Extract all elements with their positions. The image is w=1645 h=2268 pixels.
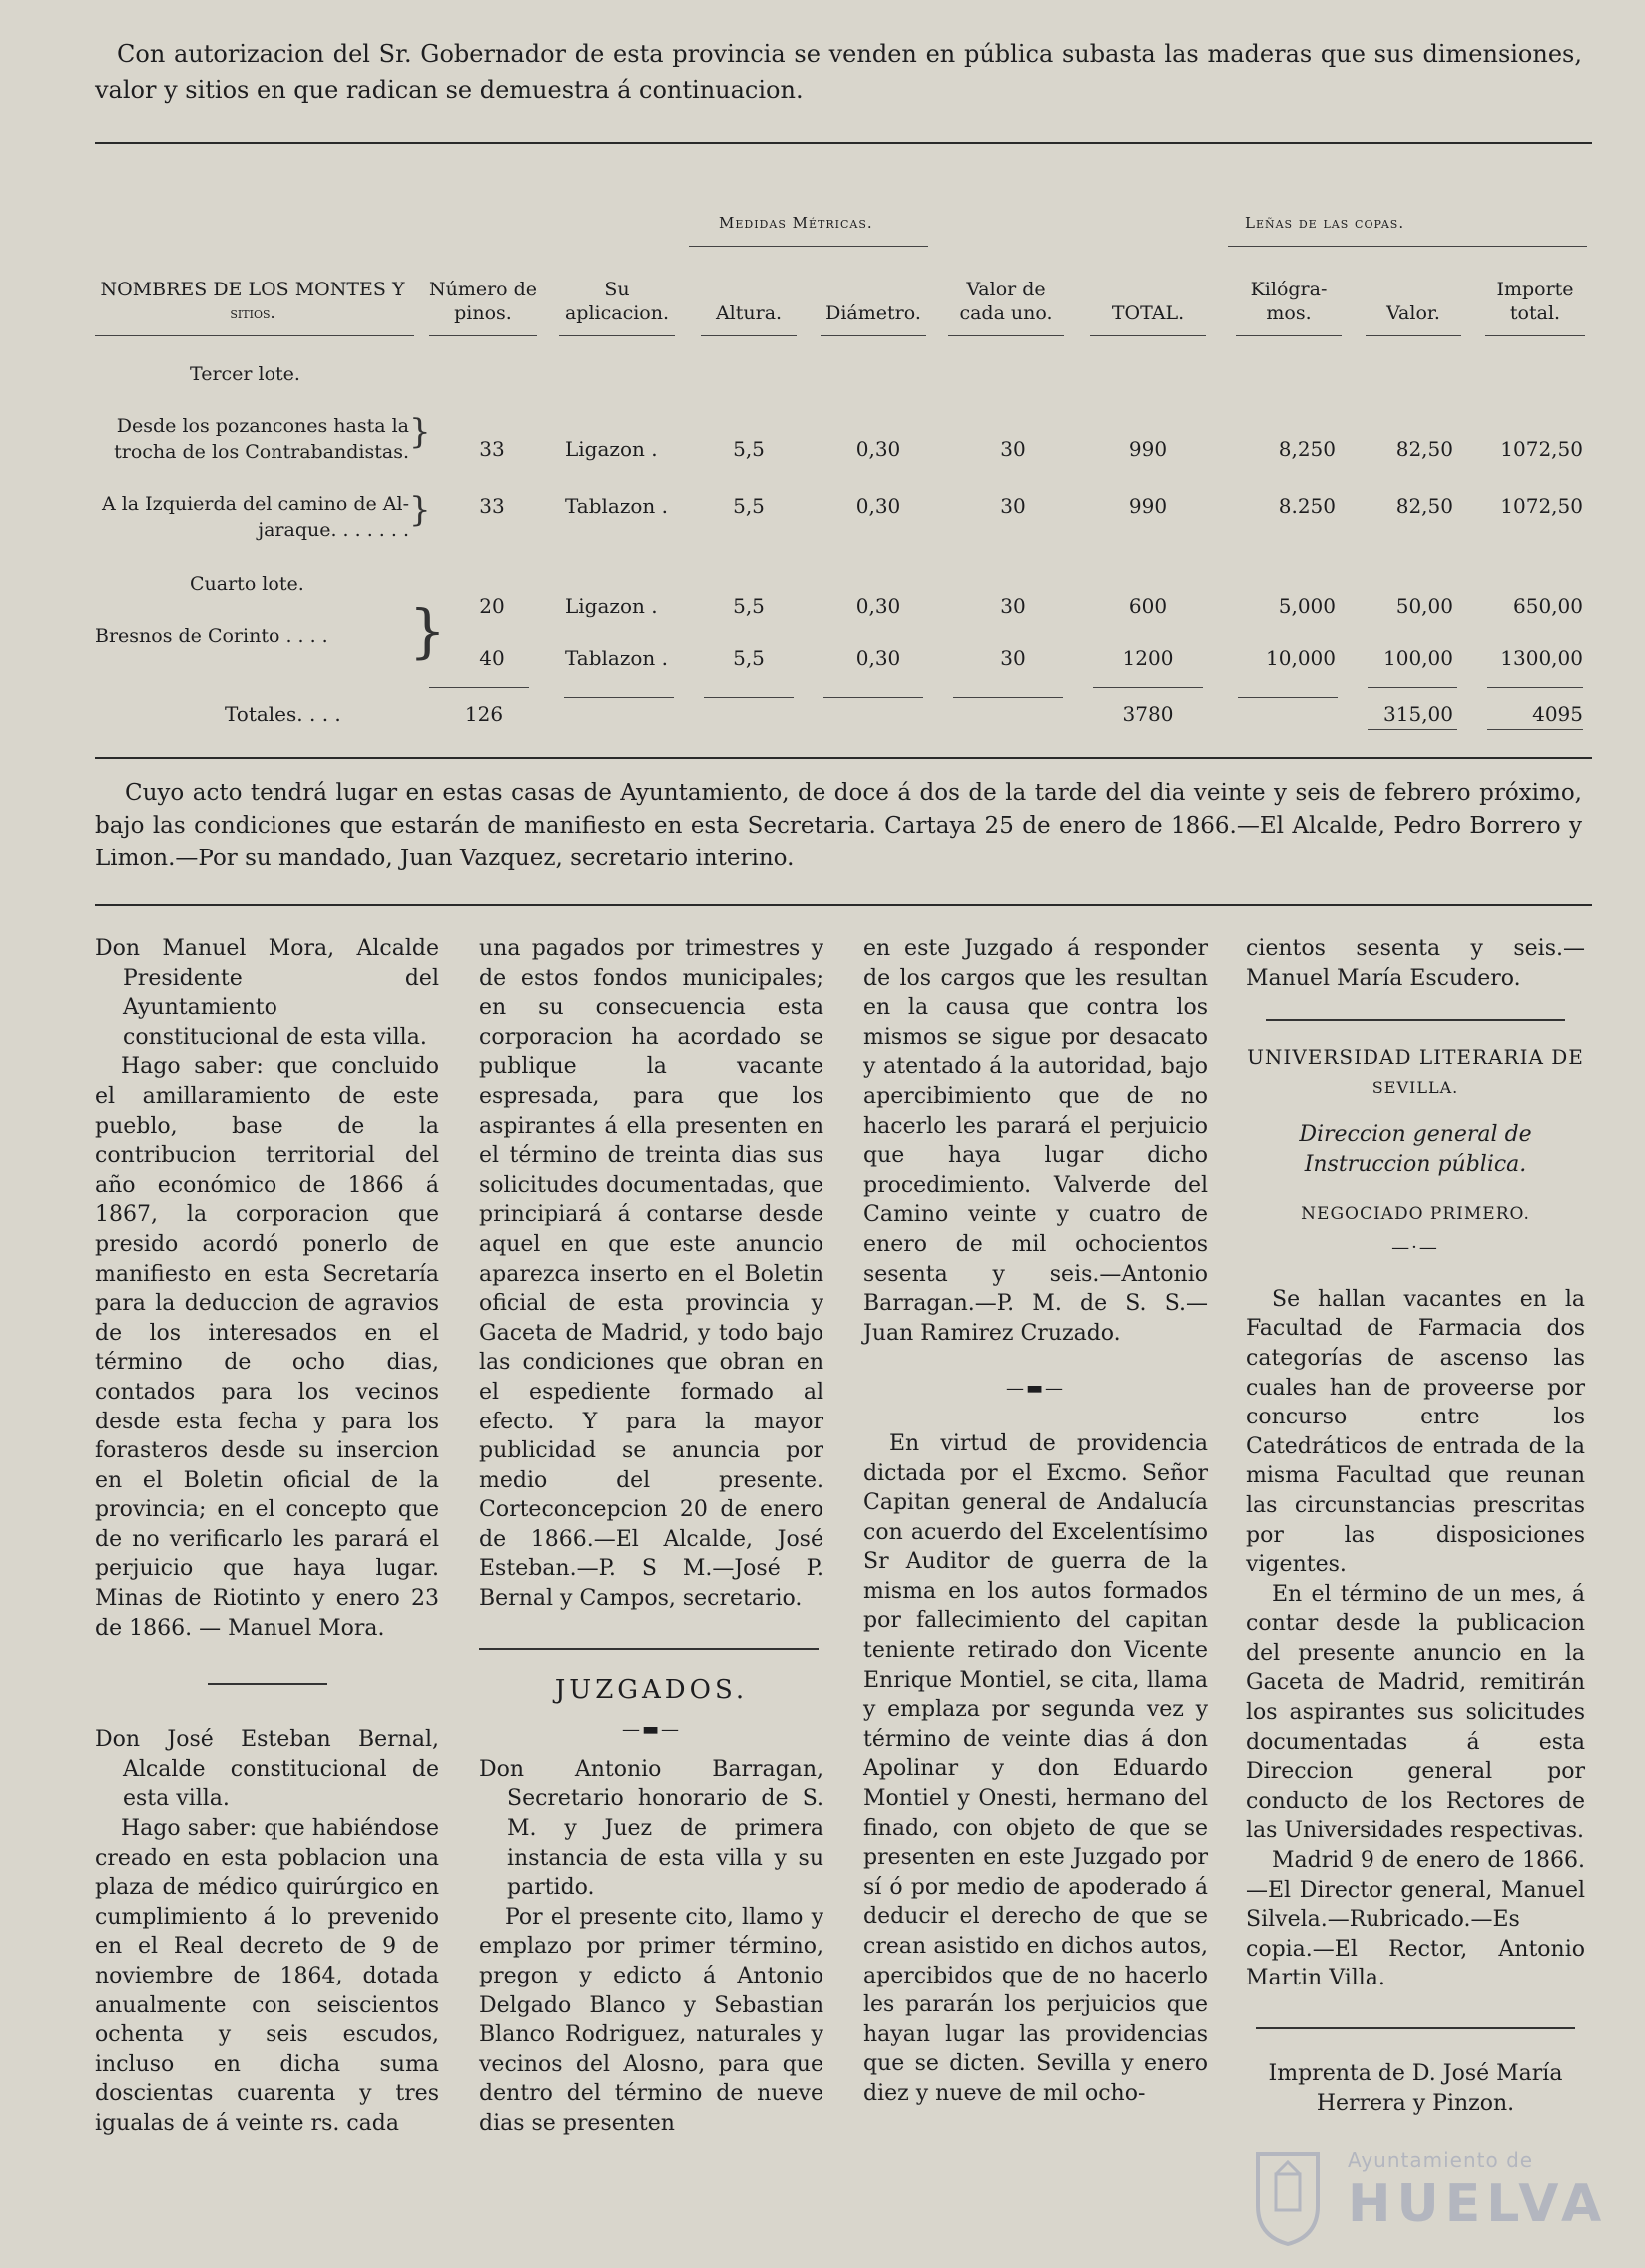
notice-universidad-body-1: Se hallan vacantes en la Facultad de Farmacia dos categorías de ascenso las cuales han de proveerse por concurso entre los Catedráticos de entrada de la misma Facultad que reunan las circunstancias prescritas por las disposiciones vigentes. xyxy=(1246,1286,1585,1578)
cell-valor: 100,00 xyxy=(1383,646,1453,670)
group-medidas-underline xyxy=(689,246,928,247)
section-rule xyxy=(95,904,1592,906)
header-nombres: NOMBRES DE LOS MONTES Y sitios. xyxy=(100,279,405,322)
total-valor: 315,00 xyxy=(1383,702,1453,726)
header-underline xyxy=(1236,335,1342,336)
negociado: NEGOCIADO PRIMERO. xyxy=(1301,1203,1530,1224)
notice-barragan-body: Por el presente cito, llamo y emplazo por primer término, pregon y edicto á Antonio Delgado Blanco y Sebastian Blanco Rodriguez, naturales y vecinos del Alosno, para que dentro del término de nueve dias se presenten xyxy=(479,1904,823,2136)
cell-importe: 1072,50 xyxy=(1500,494,1583,518)
cell-pinos: 20 xyxy=(479,594,505,618)
cell-pinos: 33 xyxy=(479,494,505,518)
cell-valor: 50,00 xyxy=(1395,594,1453,618)
notice-divider xyxy=(208,1683,327,1685)
cell-diametro: 0,30 xyxy=(855,646,901,670)
site-pozancones: Desde los pozancones hasta la trocha de los Contrabandistas. xyxy=(114,415,409,463)
column-2 xyxy=(479,934,823,2139)
cell-aplicacion: Tablazon . xyxy=(565,494,669,518)
direccion-general: Direccion general de Instruccion pública. xyxy=(1299,1122,1532,1177)
total-importe: 4095 xyxy=(1532,702,1583,726)
sum-rule xyxy=(1093,687,1203,688)
header-kilogramos: Kilógra- mos. xyxy=(1250,279,1328,324)
sum-rule xyxy=(1487,687,1583,688)
cell-pinos: 33 xyxy=(479,437,505,461)
column-1 xyxy=(95,934,439,2139)
header-underline xyxy=(1090,335,1206,336)
auction-closing: Cuyo acto tendrá lugar en estas casas de Ayuntamiento, de doce á dos de la tarde del dia veinte y seis de febrero próximo, bajo las condiciones que estarán de manifiesto en esta Secretaria. Cartaya 25 de enero de 1866.—El Alcalde, Pedro Borrero y Limon.—Por su mandado, Juan Vazquez, secretario interino. xyxy=(95,780,1582,871)
totals-label: Totales. . . . xyxy=(225,702,341,726)
header-valor: Valor. xyxy=(1386,302,1440,324)
total-underline xyxy=(1487,729,1583,730)
notice-universidad-body-2: En el término de un mes, á contar desde la publicacion del presente anuncio en la Gaceta de Madrid, remitirán los aspirantes sus solicitudes documentadas á esta Direccion general por conducto de los Rectores de las Universidades respectivas. xyxy=(1246,1581,1585,1844)
notice-barragan-continued: en este Juzgado á responder de los cargos que les resultan en la causa que contra los mismos se sigue por desacato y atentado á la autoridad, bajo apercibimiento que de no hacerlo les parará el perjuicio que haya lugar dicho procedimiento. Valverde del Camino veinte y cuatro de enero de mil ochocientos sesenta y seis.—Antonio Barragan.—P. M. de S. S.—Juan Ramirez Cruzado. xyxy=(863,936,1208,1346)
header-underline xyxy=(701,335,797,336)
cell-altura: 5,5 xyxy=(733,594,765,618)
cell-aplicacion: Tablazon . xyxy=(565,646,669,670)
column-4 xyxy=(1246,934,1585,2118)
brace: } xyxy=(409,412,431,452)
header-underline xyxy=(429,335,537,336)
top-rule xyxy=(95,142,1592,144)
sum-rule xyxy=(564,697,674,698)
sum-rule xyxy=(704,697,794,698)
cell-valor: 82,50 xyxy=(1395,437,1453,461)
section-divider xyxy=(479,1648,819,1650)
header-underline xyxy=(821,335,926,336)
cell-kilos: 10,000 xyxy=(1266,646,1336,670)
cell-total: 990 xyxy=(1128,494,1168,518)
section-divider xyxy=(1266,1019,1565,1021)
ornament: —·— xyxy=(1391,1237,1439,1259)
header-importe: Importe total. xyxy=(1496,279,1574,324)
crest-icon xyxy=(1248,2146,1328,2246)
group-lenas-copas: Leñas de las copas. xyxy=(1245,214,1405,232)
site-bresnos: Bresnos de Corinto . . . . xyxy=(95,625,328,647)
cell-importe: 1300,00 xyxy=(1500,646,1583,670)
site-izquierda: A la Izquierda del camino de Al- jaraque. . . . . . . xyxy=(101,493,409,541)
universidad-city: SEVILLA. xyxy=(1371,1077,1459,1097)
ornament: —▬— xyxy=(1005,1378,1065,1400)
cell-valor-cada: 30 xyxy=(1000,594,1026,618)
cell-aplicacion: Ligazon . xyxy=(565,437,658,461)
cell-importe: 650,00 xyxy=(1513,594,1583,618)
notice-bernal-heading: Don José Esteban Bernal, Alcalde constitucional de esta villa. xyxy=(95,1727,439,1812)
section-juzgados: JUZGADOS. xyxy=(554,1674,749,1705)
sum-rule xyxy=(1368,687,1457,688)
cell-altura: 5,5 xyxy=(733,494,765,518)
header-underline xyxy=(948,335,1064,336)
header-diametro: Diámetro. xyxy=(825,302,921,324)
total-pinos: 126 xyxy=(464,702,504,726)
sum-rule xyxy=(429,687,529,688)
notice-mora-body: Hago saber: que concluido el amillaramiento de este pueblo, base de la contribucion territorial del año económico de 1866 á 1867, la corporacion que presido acordó ponerlo de manifiesto en esta Secretaría para la deduccion de agravios de los interesados en el término de ocho dias, contados para los vecinos desde esta fecha y para los forasteros desde su insercion en el Boletin oficial de la provincia; en el concepto que de no verificarlo les parará el perjuicio que haya lugar. Minas de Riotinto y enero 23 de 1866. — Manuel Mora. xyxy=(95,1054,439,1641)
group-medidas-metricas: Medidas Métricas. xyxy=(719,214,873,232)
cell-valor-cada: 30 xyxy=(1000,494,1026,518)
notice-mora-heading: Don Manuel Mora, Alcalde Presidente del Ayuntamiento constitucional de esta villa. xyxy=(95,936,439,1050)
notice-capitan-general: En virtud de providencia dictada por el Excmo. Señor Capitan general de Andalucía con acuerdo del Excelentísimo Sr Auditor de guerra de la misma en los autos formados por fallecimiento del capitan teniente retirado don Vicente Enrique Montiel, se cita, llama y emplaza por segunda vez y término de veinte dias á don Apolinar y don Eduardo Montiel y Onesti, hermano del finado, con objeto de que se presenten en este Juzgado por sí ó por medio de apoderado á deducir el derecho de que se crean asistido en dichos autos, apercibidos que de no hacerlo les pararán los perjuicios que hayan lugar las providencias que se dicten. Sevilla y enero diez y nueve de mil ocho- xyxy=(863,1430,1208,2106)
cell-aplicacion: Ligazon . xyxy=(565,594,658,618)
brace: } xyxy=(409,490,431,530)
header-underline xyxy=(1366,335,1461,336)
sum-rule xyxy=(953,697,1063,698)
sum-rule xyxy=(823,697,923,698)
cell-valor-cada: 30 xyxy=(1000,437,1026,461)
watermark-top: Ayuntamiento de xyxy=(1348,2148,1534,2172)
cell-altura: 5,5 xyxy=(733,437,765,461)
brace: } xyxy=(409,597,446,665)
total-underline xyxy=(1368,729,1457,730)
notice-bernal-body: Hago saber: que habiéndose creado en esta poblacion una plaza de médico quirúrgico en cumplimiento á lo prevenido en el Real decreto de 9 de noviembre de 1864, dotada anualmente con seiscientos ochenta y seis escudos, incluso en dicha suma doscientas cuarenta y tres igualas de á veinte rs. cada xyxy=(95,1816,439,2136)
cell-total: 600 xyxy=(1128,594,1168,618)
lote-tercero: Tercer lote. xyxy=(190,363,300,385)
cell-kilos: 5,000 xyxy=(1278,594,1336,618)
cell-diametro: 0,30 xyxy=(855,494,901,518)
cell-kilos: 8.250 xyxy=(1278,494,1336,518)
universidad-title: UNIVERSIDAD LITERARIA DE xyxy=(1247,1045,1584,1070)
header-underline xyxy=(95,335,414,336)
lote-cuarto: Cuarto lote. xyxy=(190,573,304,595)
ayuntamiento-watermark xyxy=(1248,2146,1607,2256)
group-lenas-underline xyxy=(1228,246,1587,247)
header-altura: Altura. xyxy=(715,302,783,324)
notice-bernal-continued: una pagados por trimestres y de estos fondos municipales; en su consecuencia esta corporacion ha acordado se publique la vacante espresada, para que los aspirantes á ella presenten en el término de treinta dias sus solicitudes documentadas, que principiará á contarse desde aquel en que este anuncio aparezca inserto en el Boletin oficial de esta provincia y Gaceta de Madrid, y todo bajo las condiciones que obran en el espediente formado al efecto. Y para la mayor publicidad se anuncia por medio del presente. Corteconcepcion 20 de enero de 1866.—El Alcalde, José Esteban.—P. S M.—José P. Bernal y Campos, secretario. xyxy=(479,936,823,1612)
cell-kilos: 8,250 xyxy=(1278,437,1336,461)
cell-total: 990 xyxy=(1128,437,1168,461)
section-divider xyxy=(1256,2027,1575,2029)
header-total: TOTAL. xyxy=(1111,302,1185,324)
cell-diametro: 0,30 xyxy=(855,437,901,461)
header-aplicacion: Su aplicacion. xyxy=(564,279,670,324)
cell-altura: 5,5 xyxy=(733,646,765,670)
cell-diametro: 0,30 xyxy=(855,594,901,618)
table-bottom-rule xyxy=(95,757,1592,759)
header-underline xyxy=(1485,335,1585,336)
watermark-bottom: HUELVA xyxy=(1348,2174,1608,2234)
cell-importe: 1072,50 xyxy=(1500,437,1583,461)
cell-pinos: 40 xyxy=(479,646,505,670)
notice-barragan-heading: Don Antonio Barragan, Secretario honorario de S. M. y Juez de primera instancia de esta villa y su partido. xyxy=(479,1756,823,1901)
cell-valor-cada: 30 xyxy=(1000,646,1026,670)
notice-escudero-continued: cientos sesenta y seis.—Manuel María Escudero. xyxy=(1246,936,1585,991)
sum-rule xyxy=(1238,697,1338,698)
header-numero: Número de pinos. xyxy=(428,279,538,324)
total-total: 3780 xyxy=(1122,702,1174,726)
cell-total: 1200 xyxy=(1122,646,1174,670)
header-valor-cada-uno: Valor de cada uno. xyxy=(959,279,1053,324)
ornament: —▬— xyxy=(621,1719,681,1741)
notice-universidad-signature: Madrid 9 de enero de 1866. —El Director general, Manuel Silvela.—Rubricado.—Es copia.—El Rector, Antonio Martin Villa. xyxy=(1246,1848,1585,1991)
column-3 xyxy=(863,934,1208,2109)
header-underline xyxy=(559,335,675,336)
imprenta: Imprenta de D. José María Herrera y Pinzon. xyxy=(1268,2061,1563,2116)
auction-intro: Con autorizacion del Sr. Gobernador de esta provincia se venden en pública subasta las maderas que sus dimensiones, valor y sitios en que radican se demuestra á continuacion. xyxy=(95,40,1582,104)
cell-valor: 82,50 xyxy=(1395,494,1453,518)
